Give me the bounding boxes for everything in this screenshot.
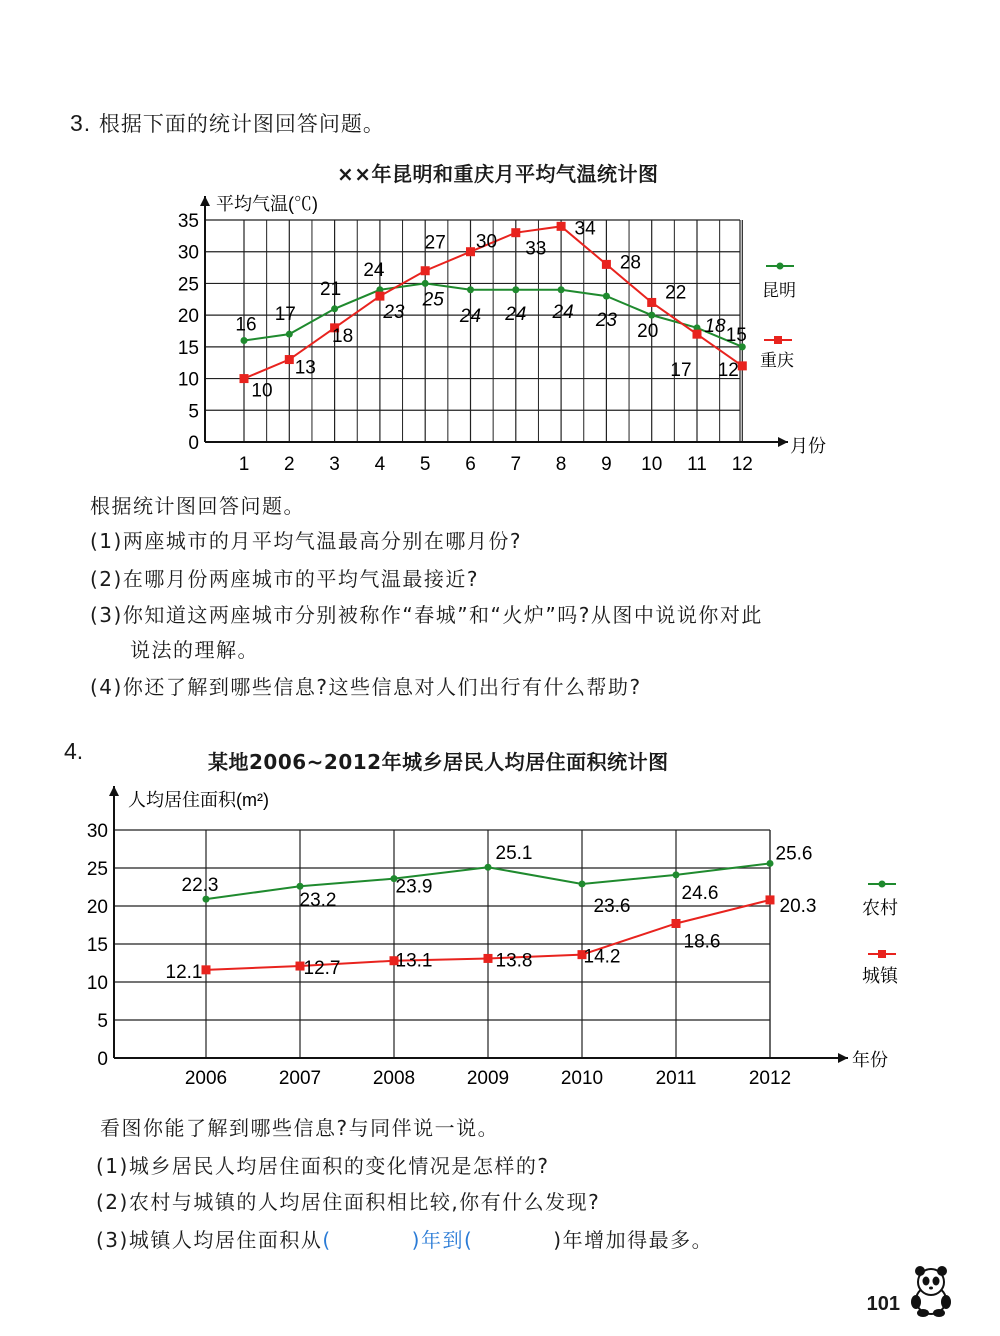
data-label: 24 (505, 303, 527, 325)
data-point (202, 965, 211, 974)
q4-q3-part-c: )年增加得最多。 (553, 1228, 714, 1252)
chart2-grid (114, 830, 770, 1058)
blank-open-1: ( (322, 1228, 332, 1252)
chart2-y-axis-title: 人均居住面积(m²) (128, 790, 269, 810)
q4-number: 4. (64, 738, 84, 764)
data-point (240, 374, 249, 383)
data-label: 33 (525, 238, 547, 260)
data-point (647, 298, 656, 307)
data-label: 18.6 (683, 931, 721, 953)
q3-question-2: (2)在哪月份两座城市的平均气温最接近? (90, 567, 479, 591)
x-tick-label: 11 (687, 454, 707, 475)
data-label: 23.6 (593, 895, 631, 917)
y-tick-label: 10 (86, 973, 108, 994)
data-label: 12.7 (303, 958, 341, 980)
legend-kunming-marker (777, 263, 784, 270)
chart2-title: 某地2006~2012年城乡居民人均居住面积统计图 (208, 750, 669, 774)
legend-rural-label: 农村 (862, 898, 898, 918)
q3-question-3: (3)你知道这两座城市分别被称作“春城”和“火炉”吗?从图中说说你对此 (90, 603, 763, 627)
q4-question-1: (1)城乡居民人均居住面积的变化情况是怎样的? (96, 1154, 550, 1178)
q3-question-3-cont: 说法的理解。 (130, 638, 259, 662)
data-point (648, 312, 655, 319)
panda-icon (906, 1262, 956, 1317)
x-axis-arrow (778, 437, 788, 447)
q3-number: 3. (70, 110, 92, 136)
x-tick-label: 12 (731, 454, 753, 475)
legend-urban-marker (878, 950, 886, 958)
data-label: 18 (704, 315, 726, 337)
data-point (766, 895, 775, 904)
data-label: 10 (251, 380, 273, 402)
data-label: 25.1 (495, 843, 533, 865)
x-tick-label: 2011 (655, 1068, 697, 1089)
data-point (297, 883, 304, 890)
chart1-title: ××年昆明和重庆月平均气温统计图 (337, 162, 659, 186)
housing-area-chart (0, 780, 1000, 1090)
data-point (484, 954, 493, 963)
data-label: 25.6 (775, 843, 813, 865)
data-label: 14.2 (583, 946, 621, 968)
data-point (693, 330, 702, 339)
data-label: 16 (235, 314, 257, 336)
chart1-x-axis-title: 月份 (790, 436, 826, 456)
data-label: 34 (574, 218, 596, 240)
data-point (241, 337, 248, 344)
x-tick-label: 4 (374, 454, 386, 475)
data-label: 13.1 (395, 950, 433, 972)
data-label: 23.9 (395, 876, 433, 898)
data-label: 24.6 (681, 882, 719, 904)
y-tick-label: 25 (86, 859, 108, 880)
x-tick-label: 2009 (466, 1068, 510, 1089)
data-point (511, 228, 520, 237)
y-tick-label: 10 (177, 369, 199, 391)
data-label: 23 (595, 310, 617, 332)
data-label: 12 (717, 359, 739, 381)
data-point (285, 355, 294, 364)
q4-question-2: (2)农村与城镇的人均居住面积相比较,你有什么发现? (96, 1190, 601, 1214)
y-tick-label: 35 (177, 211, 199, 232)
data-point (331, 305, 338, 312)
x-tick-label: 1 (238, 454, 250, 475)
data-label: 17 (274, 304, 296, 326)
data-label: 12.1 (165, 961, 203, 983)
data-label: 21 (320, 278, 342, 300)
x-tick-label: 6 (465, 454, 476, 475)
data-label: 20 (637, 321, 659, 343)
data-point (738, 361, 747, 370)
data-label: 17 (670, 360, 692, 382)
data-label: 27 (424, 232, 446, 254)
q3-instruction: 根据统计图回答问题。 (90, 494, 305, 518)
y-axis-arrow (109, 786, 119, 796)
chart2-legend (862, 881, 899, 987)
q3-question-1: (1)两座城市的月平均气温最高分别在哪月份? (90, 529, 522, 553)
legend-chongqing-marker (774, 336, 782, 344)
x-tick-label: 7 (510, 454, 522, 475)
q3-prompt: 根据下面的统计图回答问题。 (98, 112, 385, 136)
data-label: 25 (422, 289, 444, 311)
data-point (485, 864, 492, 871)
x-tick-label: 2 (284, 454, 295, 475)
y-tick-label: 25 (177, 274, 199, 296)
data-point (767, 860, 774, 867)
data-point (467, 286, 474, 293)
data-point (203, 896, 210, 903)
data-label: 13 (294, 357, 316, 379)
data-label: 20.3 (779, 895, 817, 917)
y-tick-label: 20 (177, 306, 199, 328)
x-tick-label: 2008 (372, 1068, 416, 1089)
y-tick-label: 15 (86, 935, 108, 956)
chart2-axes (87, 786, 848, 1089)
temperature-chart (0, 185, 1000, 485)
data-label: 22 (665, 282, 687, 304)
data-point (466, 247, 475, 256)
data-label: 30 (475, 231, 498, 253)
data-point (422, 280, 429, 287)
data-label: 18 (332, 325, 354, 347)
y-tick-label: 0 (97, 1049, 108, 1070)
data-label: 24 (552, 301, 574, 323)
chart1-y-axis-title: 平均气温(℃) (216, 194, 318, 214)
data-point (579, 880, 586, 887)
y-tick-label: 5 (97, 1011, 108, 1032)
data-point (672, 919, 681, 928)
data-point (375, 292, 384, 301)
data-label: 22.3 (181, 875, 219, 897)
x-tick-label: 10 (641, 454, 663, 475)
y-tick-label: 5 (188, 401, 199, 423)
x-tick-label: 8 (555, 454, 567, 475)
data-label: 15 (725, 324, 747, 346)
y-tick-label: 15 (177, 337, 199, 359)
data-point (512, 286, 519, 293)
q4-instruction: 看图你能了解到哪些信息?与同伴说一说。 (100, 1116, 500, 1140)
legend-rural-marker (879, 881, 886, 888)
y-tick-label: 20 (86, 897, 108, 918)
x-tick-label: 2007 (278, 1068, 322, 1089)
legend-urban-label: 城镇 (862, 966, 898, 986)
legend-chongqing-label: 重庆 (760, 351, 794, 370)
y-tick-label: 30 (177, 242, 199, 264)
x-axis-arrow (838, 1053, 848, 1063)
data-point (673, 871, 680, 878)
data-point (286, 331, 293, 338)
data-point (421, 266, 430, 275)
data-point (603, 293, 610, 300)
data-point (558, 286, 565, 293)
data-label: 23.2 (299, 890, 337, 912)
q4-q3-part-a: (3)城镇人均居住面积从 (96, 1228, 323, 1252)
q4-question-3 (96, 1226, 713, 1254)
y-tick-label: 0 (188, 433, 199, 454)
x-tick-label: 2006 (184, 1068, 228, 1089)
data-label: 24 (363, 259, 385, 281)
data-label: 13.8 (495, 950, 533, 972)
data-label: 28 (619, 252, 641, 274)
y-tick-label: 30 (86, 821, 108, 842)
x-tick-label: 2012 (748, 1068, 792, 1089)
x-tick-label: 5 (419, 454, 431, 475)
data-label: 24 (459, 305, 482, 327)
x-tick-label: 9 (601, 454, 612, 475)
x-tick-label: 2010 (560, 1068, 604, 1089)
x-tick-label: 3 (329, 454, 340, 475)
blank-open-2: ( (463, 1228, 474, 1252)
q4-q3-part-b: )年到 (411, 1228, 464, 1252)
data-label: 23 (383, 302, 405, 324)
legend-kunming-label: 昆明 (762, 281, 796, 300)
q3-question-4: (4)你还了解到哪些信息?这些信息对人们出行有什么帮助? (90, 675, 642, 699)
page-number: 101 (866, 1293, 900, 1315)
q3-heading (70, 108, 385, 138)
chart2-x-axis-title: 年份 (852, 1050, 888, 1070)
data-point (602, 260, 611, 269)
data-point (557, 222, 566, 231)
chart1-legend (760, 263, 796, 371)
y-axis-arrow (200, 196, 210, 206)
